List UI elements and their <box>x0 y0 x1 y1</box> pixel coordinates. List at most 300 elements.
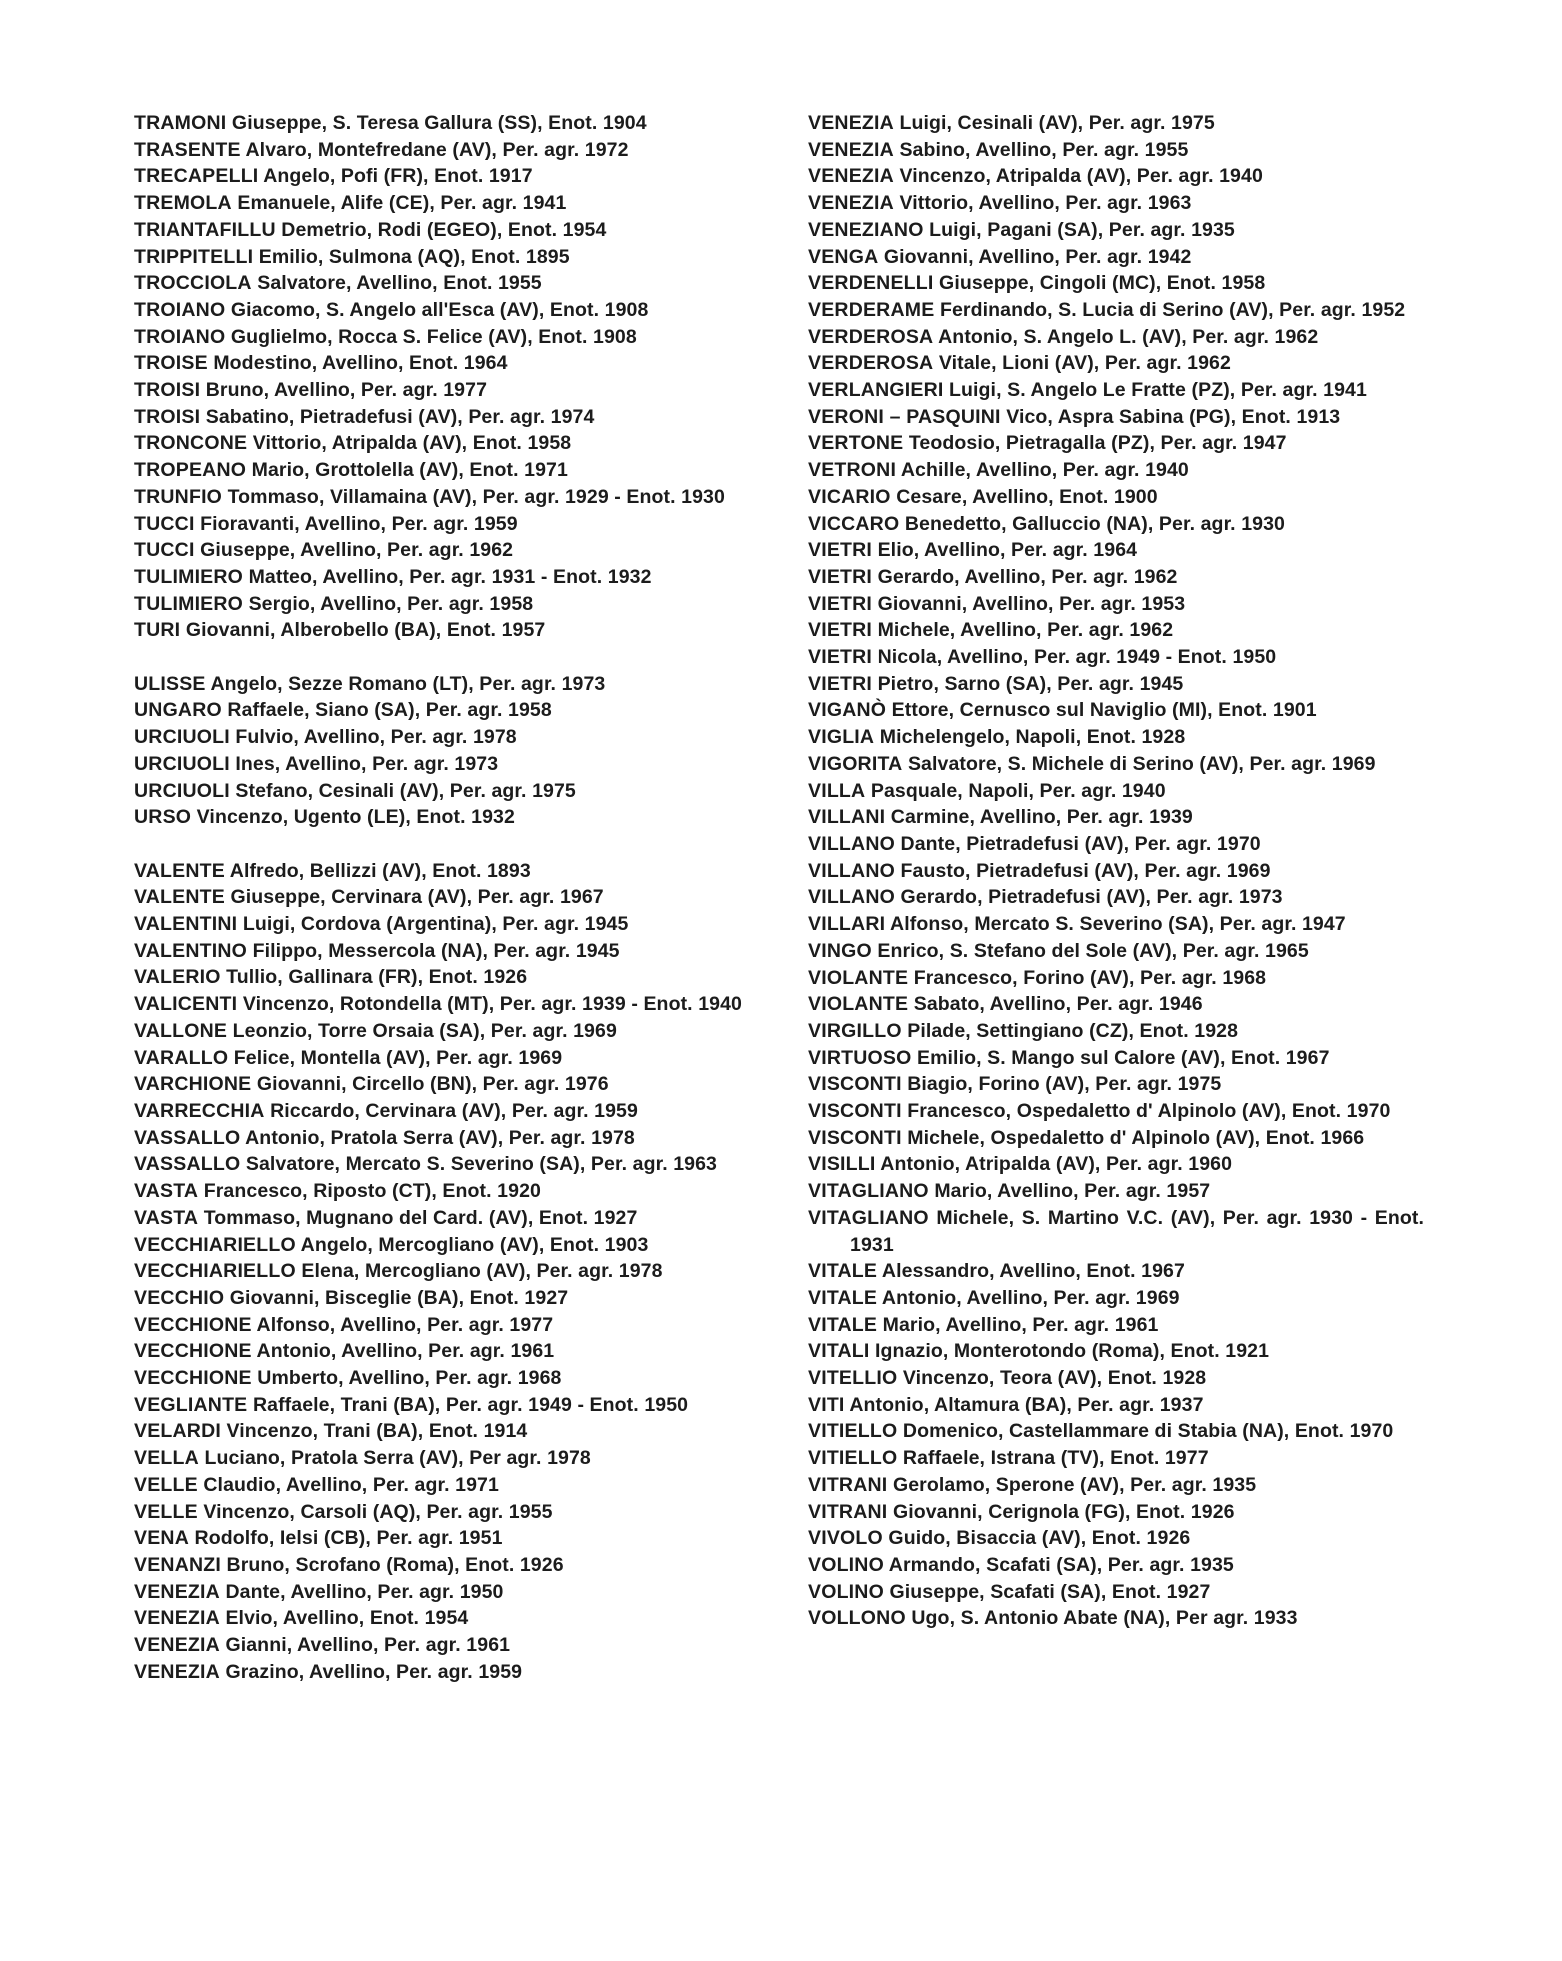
entry-details: Ferdinando, S. Lucia di Serino (AV), Per. agr. 1952 <box>939 298 1406 321</box>
entry-surname: VARALLO <box>134 1046 229 1069</box>
list-item <box>134 671 752 698</box>
entry-surname: VIETRI <box>808 565 873 588</box>
entry-surname: VILLANI <box>808 806 886 829</box>
entry-details: Giacomo, S. Angelo all'Esca (AV), Enot. 1908 <box>230 298 649 321</box>
entry-surname: VOLINO <box>808 1580 884 1603</box>
entry-details: Vincenzo, Trani (BA), Enot. 1914 <box>226 1420 528 1443</box>
entry-surname: VERDEROSA <box>808 325 934 348</box>
entry-details: Pasquale, Napoli, Per. agr. 1940 <box>870 779 1166 802</box>
entry-details: Luigi, Pagani (SA), Per. agr. 1935 <box>929 218 1235 241</box>
list-item <box>134 751 752 778</box>
entry-surname: TROIANO <box>134 325 226 348</box>
entry-details: Michele, Ospedaletto d' Alpinolo (AV), Enot. 1966 <box>907 1126 1365 1149</box>
entry-surname: VELARDI <box>134 1420 221 1443</box>
entry-details: Leonzio, Torre Orsaia (SA), Per. agr. 1969 <box>232 1019 617 1042</box>
section-gap <box>134 644 752 671</box>
entry-surname: VIRTUOSO <box>808 1046 912 1069</box>
list-item <box>808 564 1424 591</box>
list-item <box>808 244 1424 271</box>
list-item <box>808 991 1424 1018</box>
entry-details: Alfonso, Mercato S. Severino (SA), Per. agr. 1947 <box>890 913 1346 936</box>
list-item <box>808 778 1424 805</box>
entry-details: Domenico, Castellammare di Stabia (NA), Enot. 1970 <box>902 1420 1394 1443</box>
entry-surname: VALENTE <box>134 886 225 909</box>
entry-surname: VALERIO <box>134 966 221 989</box>
entry-surname: TRONCONE <box>134 432 248 455</box>
entry-details: Giovanni, Circello (BN), Per. agr. 1976 <box>256 1073 609 1096</box>
list-item <box>134 324 752 351</box>
entry-surname: VASSALLO <box>134 1126 241 1149</box>
entry-details: Filippo, Messercola (NA), Per. agr. 1945 <box>252 939 620 962</box>
entry-surname: VEGLIANTE <box>134 1393 248 1416</box>
entry-details: Cesare, Avellino, Enot. 1900 <box>896 485 1158 508</box>
entry-details: Stefano, Cesinali (AV), Per. agr. 1975 <box>235 779 576 802</box>
list-item <box>134 484 752 511</box>
entry-details: Vincenzo, Atripalda (AV), Per. agr. 1940 <box>899 165 1263 188</box>
entry-details: Angelo, Mercogliano (AV), Enot. 1903 <box>300 1233 649 1256</box>
entry-details: Giovanni, Bisceglie (BA), Enot. 1927 <box>229 1286 569 1309</box>
list-item <box>134 404 752 431</box>
list-item <box>808 297 1424 324</box>
list-item <box>808 804 1424 831</box>
entry-details: Claudio, Avellino, Per. agr. 1971 <box>203 1473 499 1496</box>
entry-surname: VICCARO <box>808 512 900 535</box>
entry-surname: VISILLI <box>808 1153 876 1176</box>
entry-surname: VISCONTI <box>808 1126 902 1149</box>
list-item <box>134 1178 752 1205</box>
list-item <box>134 537 752 564</box>
list-item <box>808 270 1424 297</box>
entry-surname: VITAGLIANO <box>808 1180 929 1203</box>
entry-surname: VIRGILLO <box>808 1019 902 1042</box>
entry-surname: VERONI – PASQUINI <box>808 405 1001 428</box>
list-item <box>808 1205 1424 1258</box>
list-item <box>134 1365 752 1392</box>
list-item <box>134 591 752 618</box>
entry-surname: TRAMONI <box>134 112 227 134</box>
list-item <box>134 1205 752 1232</box>
entry-surname: VITALE <box>808 1286 878 1309</box>
entry-details: Tommaso, Mugnano del Card. (AV), Enot. 1927 <box>203 1206 638 1229</box>
entry-details: Enrico, S. Stefano del Sole (AV), Per. agr. 1965 <box>877 939 1309 962</box>
entry-surname: VILLANO <box>808 886 895 909</box>
list-item <box>134 1285 752 1312</box>
entry-surname: VITRANI <box>808 1473 888 1496</box>
list-item <box>134 377 752 404</box>
entry-details: Salvatore, S. Michele di Serino (AV), Per. agr. 1969 <box>907 752 1376 775</box>
list-item <box>808 457 1424 484</box>
entry-details: Armando, Scafati (SA), Per. agr. 1935 <box>888 1553 1234 1576</box>
entry-surname: VILLARI <box>808 913 886 936</box>
list-item <box>808 617 1424 644</box>
entry-surname: VIOLANTE <box>808 993 909 1016</box>
entry-details: Pietro, Sarno (SA), Per. agr. 1945 <box>877 672 1184 695</box>
entry-details: Nicola, Avellino, Per. agr. 1949 - Enot. 1950 <box>877 646 1277 669</box>
entry-surname: VARRECCHIA <box>134 1099 265 1122</box>
list-item <box>808 644 1424 671</box>
list-item <box>808 591 1424 618</box>
entry-details: Gerardo, Avellino, Per. agr. 1962 <box>877 565 1178 588</box>
entry-surname: VASTA <box>134 1206 199 1229</box>
entry-surname: VALENTE <box>134 859 225 882</box>
entry-details: Giuseppe, S. Teresa Gallura (SS), Enot. 1904 <box>231 112 647 134</box>
list-item <box>134 1392 752 1419</box>
entry-details: Mario, Avellino, Per. agr. 1957 <box>934 1180 1211 1203</box>
entry-surname: TRIPPITELLI <box>134 245 254 268</box>
entry-details: Vincenzo, Ugento (LE), Enot. 1932 <box>196 806 515 829</box>
list-item <box>808 217 1424 244</box>
entry-surname: VICARIO <box>808 485 891 508</box>
entry-surname: VASSALLO <box>134 1153 241 1176</box>
entry-details: Vincenzo, Rotondella (MT), Per. agr. 1939 - Enot. 1940 <box>242 993 742 1016</box>
list-item <box>134 724 752 751</box>
list-item <box>808 884 1424 911</box>
entry-details: Michelengelo, Napoli, Enot. 1928 <box>879 726 1186 749</box>
entry-details: Antonio, S. Angelo L. (AV), Per. agr. 1962 <box>938 325 1319 348</box>
list-item <box>808 751 1424 778</box>
entry-surname: VENEZIA <box>808 192 894 215</box>
entry-details: Elio, Avellino, Per. agr. 1964 <box>877 539 1138 562</box>
entry-surname: TROISI <box>134 405 201 428</box>
entry-surname: VIGLIA <box>808 726 875 749</box>
entry-surname: VIOLANTE <box>808 966 909 989</box>
list-item <box>134 617 752 644</box>
list-item <box>134 1659 752 1686</box>
list-item <box>808 1579 1424 1606</box>
list-item <box>808 1338 1424 1365</box>
entry-details: Demetrio, Rodi (EGEO), Enot. 1954 <box>281 218 607 241</box>
entry-details: Giuseppe, Avellino, Per. agr. 1962 <box>200 539 514 562</box>
entry-surname: TROIANO <box>134 298 226 321</box>
entry-surname: TROISE <box>134 352 208 375</box>
entry-details: Giovanni, Cerignola (FG), Enot. 1926 <box>892 1500 1235 1523</box>
list-item <box>134 163 752 190</box>
entry-details: Alfonso, Avellino, Per. agr. 1977 <box>256 1313 554 1336</box>
entry-surname: URSO <box>134 806 192 829</box>
entry-surname: VIETRI <box>808 619 873 642</box>
entry-details: Raffaele, Trani (BA), Per. agr. 1949 - Enot. 1950 <box>252 1393 689 1416</box>
list-item <box>134 511 752 538</box>
list-item <box>134 1071 752 1098</box>
list-item <box>808 938 1424 965</box>
entry-details: Tullio, Gallinara (FR), Enot. 1926 <box>226 966 528 989</box>
list-item <box>134 1525 752 1552</box>
entry-details: Emilio, S. Mango sul Calore (AV), Enot. 1967 <box>916 1046 1330 1069</box>
list-item <box>808 537 1424 564</box>
entry-surname: VENEZIA <box>134 1634 220 1657</box>
entry-details: Vittorio, Atripalda (AV), Enot. 1958 <box>252 432 572 455</box>
list-item <box>134 190 752 217</box>
entry-details: Grazino, Avellino, Per. agr. 1959 <box>225 1660 523 1683</box>
entry-surname: VENEZIA <box>808 112 894 134</box>
entry-details: Vittorio, Avellino, Per. agr. 1963 <box>899 192 1192 215</box>
entry-details: Alfredo, Bellizzi (AV), Enot. 1893 <box>229 859 531 882</box>
entry-surname: VECCHIO <box>134 1286 225 1309</box>
entry-surname: VECCHIONE <box>134 1340 252 1363</box>
list-item <box>134 1445 752 1472</box>
entry-details: Guglielmo, Rocca S. Felice (AV), Enot. 1908 <box>230 325 637 348</box>
list-item <box>808 484 1424 511</box>
entry-surname: URCIUOLI <box>134 726 230 749</box>
entry-surname: VITAGLIANO <box>808 1206 929 1229</box>
entry-details: Antonio, Pratola Serra (AV), Per. agr. 1978 <box>245 1126 635 1149</box>
entry-surname: VELLE <box>134 1473 198 1496</box>
entry-surname: TRIANTAFILLU <box>134 218 276 241</box>
list-item <box>134 1605 752 1632</box>
list-item <box>134 1552 752 1579</box>
entry-details: Emanuele, Alife (CE), Per. agr. 1941 <box>237 192 567 215</box>
right-column <box>808 110 1424 1632</box>
entry-details: Ignazio, Monterotondo (Roma), Enot. 1921 <box>875 1340 1270 1363</box>
entry-details: Giovanni, Avellino, Per. agr. 1942 <box>883 245 1192 268</box>
entry-surname: VALLONE <box>134 1019 228 1042</box>
entry-details: Mario, Grottolella (AV), Enot. 1971 <box>251 459 568 482</box>
entry-surname: VALENTINO <box>134 939 248 962</box>
entry-details: Elena, Mercogliano (AV), Per. agr. 1978 <box>301 1260 663 1283</box>
list-item <box>134 1338 752 1365</box>
list-item <box>808 377 1424 404</box>
entry-details: Antonio, Altamura (BA), Per. agr. 1937 <box>849 1393 1204 1416</box>
entry-details: Dante, Pietradefusi (AV), Per. agr. 1970 <box>900 832 1261 855</box>
list-item <box>134 1312 752 1339</box>
list-item <box>134 1045 752 1072</box>
entry-details: Riccardo, Cervinara (AV), Per. agr. 1959 <box>270 1099 638 1122</box>
entry-details: Bruno, Avellino, Per. agr. 1977 <box>205 379 488 402</box>
entry-details: Achille, Avellino, Per. agr. 1940 <box>900 459 1189 482</box>
entry-details: Giuseppe, Scafati (SA), Enot. 1927 <box>889 1580 1211 1603</box>
entry-details: Alvaro, Montefredane (AV), Per. agr. 1972 <box>245 138 629 161</box>
entry-details: Giovanni, Alberobello (BA), Enot. 1957 <box>185 619 546 642</box>
entry-details: Alessandro, Avellino, Enot. 1967 <box>881 1260 1185 1283</box>
entry-surname: VENGA <box>808 245 879 268</box>
entry-surname: VILLANO <box>808 859 895 882</box>
entry-details: Angelo, Sezze Romano (LT), Per. agr. 1973 <box>210 672 606 695</box>
list-item <box>808 965 1424 992</box>
entry-details: Pilade, Settingiano (CZ), Enot. 1928 <box>907 1019 1239 1042</box>
entry-details: Elvio, Avellino, Enot. 1954 <box>225 1607 469 1630</box>
list-item <box>134 457 752 484</box>
entry-surname: VARCHIONE <box>134 1073 252 1096</box>
list-item <box>134 1125 752 1152</box>
list-item <box>808 1525 1424 1552</box>
entry-surname: VITALI <box>808 1340 870 1363</box>
entry-details: Matteo, Avellino, Per. agr. 1931 - Enot. 1932 <box>248 565 652 588</box>
entry-details: Benedetto, Galluccio (NA), Per. agr. 1930 <box>904 512 1286 535</box>
entry-surname: VITELLIO <box>808 1367 898 1390</box>
entry-surname: VENEZIA <box>808 138 894 161</box>
entry-details: Giuseppe, Cingoli (MC), Enot. 1958 <box>939 272 1266 295</box>
entry-details: Gerolamo, Sperone (AV), Per. agr. 1935 <box>892 1473 1257 1496</box>
list-item <box>808 1392 1424 1419</box>
entry-surname: VALENTINI <box>134 913 238 936</box>
entry-surname: VALICENTI <box>134 993 238 1016</box>
entry-surname: VITRANI <box>808 1500 888 1523</box>
list-item <box>134 938 752 965</box>
entry-surname: VITIELLO <box>808 1420 898 1443</box>
entry-details: Gerardo, Pietradefusi (AV), Per. agr. 1973 <box>900 886 1283 909</box>
entry-surname: VITALE <box>808 1313 878 1336</box>
entry-details: Umberto, Avellino, Per. agr. 1968 <box>257 1367 562 1390</box>
entry-surname: VENEZIA <box>134 1660 220 1683</box>
entry-details: Giovanni, Avellino, Per. agr. 1953 <box>877 592 1186 615</box>
entry-details: Teodosio, Pietragalla (PZ), Per. agr. 1947 <box>908 432 1287 455</box>
list-item <box>808 1472 1424 1499</box>
entry-details: Ettore, Cernusco sul Naviglio (MI), Enot. 1901 <box>891 699 1317 722</box>
entry-surname: TULIMIERO <box>134 592 244 615</box>
entry-surname: VIVOLO <box>808 1527 883 1550</box>
list-item <box>808 1258 1424 1285</box>
entry-details: Sabato, Avellino, Per. agr. 1946 <box>913 993 1203 1016</box>
entry-surname: VECCHIARIELLO <box>134 1233 296 1256</box>
entry-surname: VISCONTI <box>808 1073 902 1096</box>
entry-details: Luigi, S. Angelo Le Fratte (PZ), Per. agr. 1941 <box>949 379 1367 402</box>
list-item <box>808 671 1424 698</box>
entry-details: Bruno, Scrofano (Roma), Enot. 1926 <box>226 1553 564 1576</box>
entry-surname: UNGARO <box>134 699 222 722</box>
entry-surname: ULISSE <box>134 672 206 695</box>
list-item <box>134 911 752 938</box>
entry-details: Luciano, Pratola Serra (AV), Per agr. 1978 <box>204 1447 591 1470</box>
list-item <box>134 430 752 457</box>
entry-details: Sabatino, Pietradefusi (AV), Per. agr. 1974 <box>205 405 595 428</box>
list-item <box>808 404 1424 431</box>
list-item <box>134 884 752 911</box>
entry-surname: VASTA <box>134 1180 199 1203</box>
entry-details: Michele, Avellino, Per. agr. 1962 <box>877 619 1174 642</box>
entry-surname: VECCHIONE <box>134 1367 252 1390</box>
list-item <box>808 1445 1424 1472</box>
entry-details: Francesco, Forino (AV), Per. agr. 1968 <box>913 966 1267 989</box>
entry-details: Luigi, Cesinali (AV), Per. agr. 1975 <box>899 112 1215 134</box>
entry-surname: VERDEROSA <box>808 352 934 375</box>
list-item <box>134 137 752 164</box>
list-item <box>808 1605 1424 1632</box>
list-item <box>134 1098 752 1125</box>
entry-details: Vincenzo, Carsoli (AQ), Per. agr. 1955 <box>203 1500 553 1523</box>
entry-details: Antonio, Atripalda (AV), Per. agr. 1960 <box>880 1153 1233 1176</box>
list-item <box>134 1232 752 1259</box>
entry-surname: VELLE <box>134 1500 198 1523</box>
entry-surname: VOLLONO <box>808 1607 906 1630</box>
list-item <box>808 1071 1424 1098</box>
entry-surname: VILLANO <box>808 832 895 855</box>
entry-details: Raffaele, Istrana (TV), Enot. 1977 <box>902 1447 1209 1470</box>
list-item <box>808 190 1424 217</box>
entry-surname: VECCHIARIELLO <box>134 1260 296 1283</box>
entry-details: Tommaso, Villamaina (AV), Per. agr. 1929 - Enot. 1930 <box>227 485 725 508</box>
entry-details: Sabino, Avellino, Per. agr. 1955 <box>899 138 1189 161</box>
entry-surname: VETRONI <box>808 459 897 482</box>
entry-surname: TRUNFIO <box>134 485 223 508</box>
list-item <box>808 1018 1424 1045</box>
entry-surname: VERDENELLI <box>808 272 934 295</box>
list-item <box>808 1499 1424 1526</box>
list-item <box>134 244 752 271</box>
entry-surname: VERTONE <box>808 432 904 455</box>
entry-surname: URCIUOLI <box>134 752 230 775</box>
entry-details: Francesco, Riposto (CT), Enot. 1920 <box>203 1180 541 1203</box>
entry-details: Raffaele, Siano (SA), Per. agr. 1958 <box>227 699 552 722</box>
list-item <box>808 831 1424 858</box>
list-item <box>134 564 752 591</box>
entry-details: Biagio, Forino (AV), Per. agr. 1975 <box>907 1073 1222 1096</box>
list-item <box>808 350 1424 377</box>
list-item <box>134 1499 752 1526</box>
entry-details: Francesco, Ospedaletto d' Alpinolo (AV), Enot. 1970 <box>907 1100 1391 1123</box>
list-item <box>134 858 752 885</box>
entry-surname: VELLA <box>134 1447 199 1470</box>
list-item <box>134 1632 752 1659</box>
entry-surname: VENEZIA <box>134 1580 220 1603</box>
list-item <box>134 991 752 1018</box>
entry-details: Ines, Avellino, Per. agr. 1973 <box>235 752 499 775</box>
entry-details: Salvatore, Avellino, Enot. 1955 <box>257 272 542 295</box>
entry-surname: VIETRI <box>808 672 873 695</box>
list-item <box>134 350 752 377</box>
entry-surname: TUCCI <box>134 512 195 535</box>
list-item <box>134 964 752 991</box>
entry-surname: VITALE <box>808 1260 878 1283</box>
entry-details: Luigi, Cordova (Argentina), Per. agr. 1945 <box>242 913 629 936</box>
entry-surname: VIETRI <box>808 592 873 615</box>
list-item <box>808 430 1424 457</box>
entry-details: Fioravanti, Avellino, Per. agr. 1959 <box>200 512 518 535</box>
entry-surname: TROPEANO <box>134 459 247 482</box>
entry-details: Gianni, Avellino, Per. agr. 1961 <box>225 1634 511 1657</box>
list-item <box>134 1258 752 1285</box>
list-item <box>134 270 752 297</box>
entry-surname: TRASENTE <box>134 138 241 161</box>
list-item <box>808 1125 1424 1152</box>
entry-surname: TREMOLA <box>134 192 232 215</box>
entry-details: Michele, S. Martino V.C. (AV), Per. agr. 1930 - Enot. 1931 <box>850 1206 1424 1256</box>
entry-surname: TRECAPELLI <box>134 165 259 188</box>
list-item <box>134 697 752 724</box>
list-item <box>134 217 752 244</box>
list-item <box>808 324 1424 351</box>
list-item <box>808 1045 1424 1072</box>
entry-surname: VECCHIONE <box>134 1313 252 1336</box>
entry-details: Dante, Avellino, Per. agr. 1950 <box>225 1580 504 1603</box>
entry-details: Antonio, Avellino, Per. agr. 1961 <box>256 1340 555 1363</box>
list-item <box>134 1151 752 1178</box>
entry-surname: VIETRI <box>808 646 873 669</box>
list-item <box>134 804 752 831</box>
list-item <box>808 1098 1424 1125</box>
entry-surname: TROISI <box>134 379 201 402</box>
entry-details: Salvatore, Mercato S. Severino (SA), Per. agr. 1963 <box>245 1153 718 1176</box>
entry-surname: VISCONTI <box>808 1100 902 1123</box>
list-item <box>808 1552 1424 1579</box>
entry-details: Emilio, Sulmona (AQ), Enot. 1895 <box>258 245 570 268</box>
list-item <box>808 110 1424 137</box>
entry-surname: VIGANÒ <box>808 699 887 722</box>
entry-details: Vitale, Lioni (AV), Per. agr. 1962 <box>938 352 1231 375</box>
entry-surname: VILLA <box>808 779 866 802</box>
left-column <box>134 110 752 1685</box>
entry-surname: VITI <box>808 1393 845 1416</box>
list-item <box>808 137 1424 164</box>
entry-surname: VERDERAME <box>808 298 935 321</box>
entry-details: Modestino, Avellino, Enot. 1964 <box>213 352 508 375</box>
list-item <box>808 724 1424 751</box>
entry-details: Sergio, Avellino, Per. agr. 1958 <box>248 592 534 615</box>
list-item <box>808 1178 1424 1205</box>
entry-details: Mario, Avellino, Per. agr. 1961 <box>882 1313 1159 1336</box>
list-item <box>808 163 1424 190</box>
entry-surname: VENA <box>134 1527 189 1550</box>
entry-details: Angelo, Pofi (FR), Enot. 1917 <box>263 165 533 188</box>
